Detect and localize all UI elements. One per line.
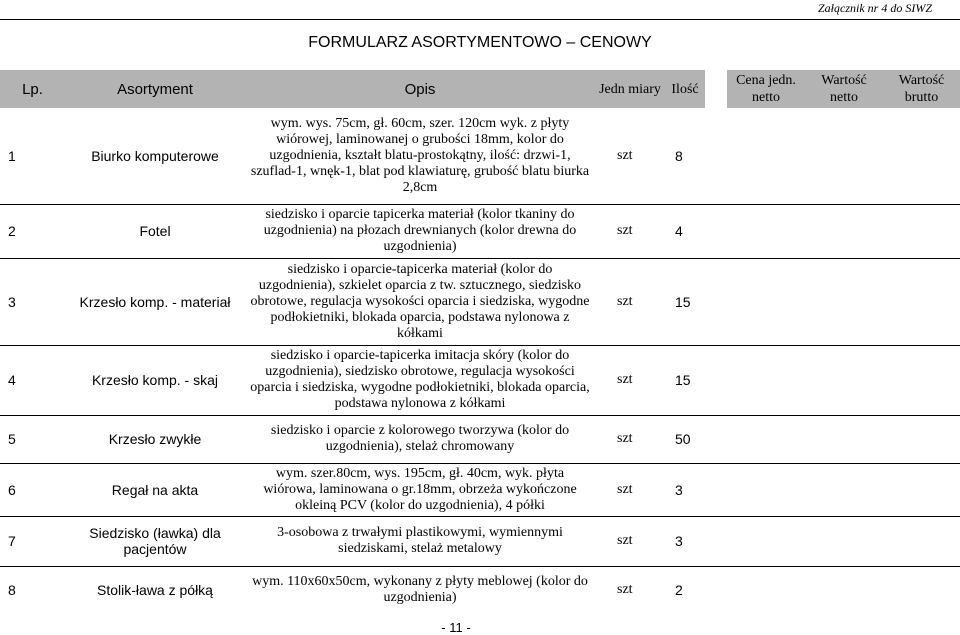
row-wartosc-brutto[interactable] (883, 258, 960, 345)
table-row (0, 108, 960, 204)
row-asortyment: Biurko komputerowe (91, 147, 219, 164)
row-jedn-miary: szt (617, 431, 633, 446)
row-cena-jedn-netto[interactable] (727, 345, 805, 415)
row-wartosc-brutto[interactable] (883, 516, 960, 566)
table-row (0, 258, 960, 345)
row-jedn-miary: szt (617, 223, 633, 238)
row-asortyment: Stolik-ława z półką (97, 582, 213, 599)
page-number: - 11 - (441, 620, 471, 635)
row-jedn-miary: szt (617, 147, 633, 163)
table-row (0, 204, 960, 258)
table-row (0, 345, 960, 415)
row-lp: 6 (8, 481, 16, 498)
row-opis: siedzisko i oparcie-tapicerka materiał (kolor do uzgodnienia), szkielet oparcia z tw. sztucznego, siedzisko obrotowe, regulacja wysokości oparcia i siedziska, wygodne podłokietniki, blokada oparcia, podstawa nylonowa z kółkami (250, 261, 590, 341)
row-cena-jedn-netto[interactable] (727, 463, 805, 516)
row-wartosc-netto[interactable] (805, 345, 883, 415)
row-asortyment: Krzesło komp. - skaj (91, 372, 219, 388)
row-wartosc-brutto[interactable] (883, 345, 960, 415)
row-gap (705, 516, 727, 566)
table-row (0, 415, 960, 463)
header-jedn-miary: Jedn miary (595, 70, 665, 108)
row-opis: wym. szer.80cm, wys. 195cm, gł. 40cm, wyk. płyta wiórowa, laminowana o gr.18mm, obrzeża wykończone okleiną PCV (kolor do uzgodnienia), 4 półki (263, 465, 577, 513)
row-wartosc-brutto[interactable] (883, 204, 960, 258)
table-row (0, 566, 960, 614)
row-asortyment: Siedzisko (ławka) dla pacjentów (89, 525, 221, 557)
table-row (0, 516, 960, 566)
row-opis: siedzisko i oparcie-tapicerka imitacja skóry (kolor do uzgodnienia), siedzisko obrotowe, regulacja wysokości oparcia i siedziska, wygodne podłokietniki, blokada oparcia, podstawa nylonowa z kółkami (250, 348, 590, 411)
row-ilosc: 3 (675, 533, 683, 549)
row-ilosc: 2 (675, 582, 683, 599)
header-asortyment: Asortyment (65, 70, 245, 108)
header-wartosc-brutto: Wartość brutto (883, 70, 960, 108)
row-wartosc-brutto[interactable] (883, 566, 960, 614)
row-ilosc: 8 (675, 147, 683, 164)
row-gap (705, 415, 727, 463)
top-rule (0, 19, 960, 20)
row-opis: siedzisko i oparcie tapicerka materiał (kolor tkaniny do uzgodnienia) na płozach drewnianych (kolor drewna do uzgodnienia) (263, 207, 577, 254)
header-ilosc: Ilość (665, 70, 705, 108)
row-asortyment: Krzesło zwykłe (108, 431, 202, 447)
row-lp: 5 (8, 431, 16, 447)
row-opis: siedzisko i oparcie z kolorowego tworzywa (kolor do uzgodnienia), stelaż chromowany (270, 423, 570, 454)
row-ilosc: 15 (675, 293, 691, 310)
row-jedn-miary: szt (617, 533, 633, 548)
row-wartosc-brutto[interactable] (883, 108, 960, 204)
row-lp: 1 (8, 147, 16, 164)
row-wartosc-netto[interactable] (805, 415, 883, 463)
row-wartosc-netto[interactable] (805, 516, 883, 566)
row-gap (705, 258, 727, 345)
form-title: FORMULARZ ASORTYMENTOWO – CENOWY (308, 34, 652, 51)
row-ilosc: 4 (675, 223, 683, 239)
attachment-note: Załącznik nr 4 do SIWZ (818, 1, 932, 15)
table-header-row (0, 70, 960, 108)
row-lp: 4 (8, 372, 16, 388)
header-cena-jedn-netto: Cena jedn. netto (727, 70, 805, 108)
row-gap (705, 108, 727, 204)
header-wartosc-netto: Wartość netto (805, 70, 883, 108)
row-jedn-miary: szt (617, 481, 633, 497)
row-wartosc-netto[interactable] (805, 204, 883, 258)
row-lp: 8 (8, 582, 16, 599)
row-lp: 3 (8, 293, 16, 310)
row-gap (705, 204, 727, 258)
row-cena-jedn-netto[interactable] (727, 108, 805, 204)
row-cena-jedn-netto[interactable] (727, 516, 805, 566)
row-opis: wym. wys. 75cm, gł. 60cm, szer. 120cm wyk. z płyty wiórowej, laminowanej o grubości 18mm, kolor do uzgodnienia, kształt blatu-prostokątny, ilość: drzwi-1, szuflad-1, wnęk-1, blat pod klawiaturę, grubość blatu biurka 2,8cm (250, 115, 590, 195)
row-asortyment: Krzesło komp. - materiał (79, 293, 231, 310)
row-lp: 2 (8, 223, 16, 239)
row-wartosc-netto[interactable] (805, 463, 883, 516)
row-ilosc: 3 (675, 481, 683, 498)
row-opis: wym. 110x60x50cm, wykonany z płyty meblowej (kolor do uzgodnienia) (252, 574, 588, 606)
row-wartosc-netto[interactable] (805, 258, 883, 345)
price-form-table (0, 70, 960, 614)
row-ilosc: 50 (675, 431, 691, 447)
row-cena-jedn-netto[interactable] (727, 258, 805, 345)
row-opis: 3-osobowa z trwałymi plastikowymi, wymiennymi siedziskami, stelaż metalowy (277, 525, 563, 556)
row-cena-jedn-netto[interactable] (727, 204, 805, 258)
header-opis: Opis (245, 70, 595, 108)
row-cena-jedn-netto[interactable] (727, 566, 805, 614)
table-row (0, 463, 960, 516)
header-gap (705, 70, 727, 108)
header-lp: Lp. (0, 70, 65, 108)
row-cena-jedn-netto[interactable] (727, 415, 805, 463)
row-gap (705, 345, 727, 415)
row-gap (705, 566, 727, 614)
row-wartosc-netto[interactable] (805, 108, 883, 204)
row-wartosc-brutto[interactable] (883, 463, 960, 516)
row-gap (705, 463, 727, 516)
row-asortyment: Regał na akta (111, 481, 199, 498)
row-jedn-miary: szt (617, 582, 633, 598)
row-wartosc-netto[interactable] (805, 566, 883, 614)
row-ilosc: 15 (675, 372, 691, 388)
row-lp: 7 (8, 533, 16, 549)
row-jedn-miary: szt (617, 372, 633, 387)
row-jedn-miary: szt (617, 293, 633, 309)
row-asortyment: Fotel (139, 223, 171, 239)
row-wartosc-brutto[interactable] (883, 415, 960, 463)
